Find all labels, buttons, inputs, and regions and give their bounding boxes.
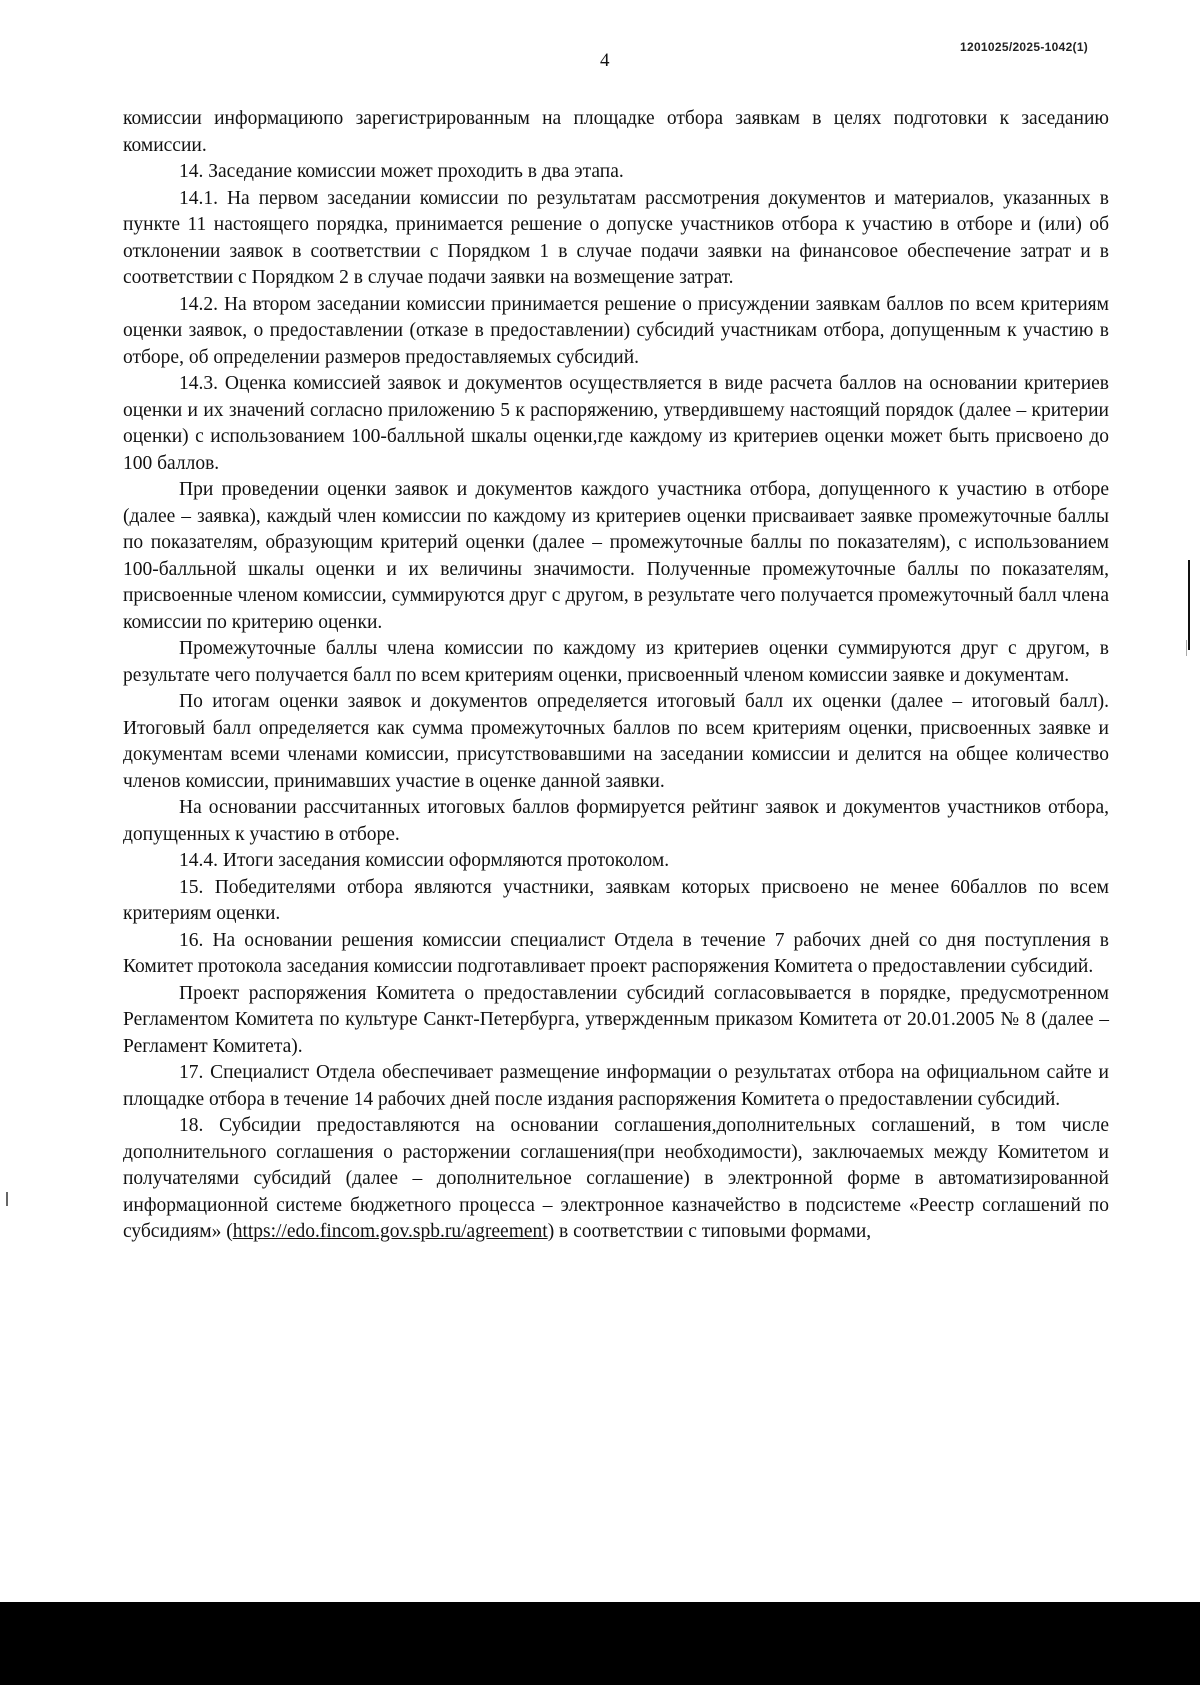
paragraph-14-3: 14.3. Оценка комиссией заявок и документов осуществляется в виде расчета баллов на основании критериев оценки и их значений согласно приложению 5 к распоряжению, утвердившему настоящий порядок (далее – критерии оценки) с использованием 100-балльной шкалы оценки,где каждому из критериев оценки может быть присвоено до 100 баллов. xyxy=(123,373,1109,474)
paragraph-16: 16. На основании решения комиссии специалист Отдела в течение 7 рабочих дней со дня поступления в Комитет протокола заседания комиссии подготавливает проект распоряжения Комитета о предоставлении субсидий. xyxy=(123,929,1109,977)
paragraph-final-score: По итогам оценки заявок и документов определяется итоговый балл их оценки (далее – итоговый балл). Итоговый балл определяется как сумма промежуточных баллов по всем критериям оценки, присвоенных заявке и документам всеми членами комиссии, присутствовавшими на заседании комиссии и делится на общее количество членов комиссии, принимавших участие в оценке данной заявки. xyxy=(123,691,1109,792)
scan-edge-mark xyxy=(1188,560,1190,650)
paragraph-14-1: 14.1. На первом заседании комиссии по результатам рассмотрения документов и материалов, указанных в пункте 11 настоящего порядка, принимается решение о допуске участников отбора к участию в отборе и (или) об отклонении заявок в соответствии с Порядком 1 в случае подачи заявки на финансовое обеспечение затрат и в соответствии с Порядком 2 в случае подачи заявки на возмещение затрат. xyxy=(123,187,1109,288)
paragraph-14-4: 14.4. Итоги заседания комиссии оформляются протоколом. xyxy=(179,850,670,871)
paragraph-14-2: 14.2. На втором заседании комиссии принимается решение о присуждении заявкам баллов по всем критериям оценки заявок, о предоставлении (отказе в предоставлении) субсидий участникам отбора, допущенным к участию в отборе, об определении размеров предоставляемых субсидий. xyxy=(123,293,1109,368)
paragraph-18-text-end: ) в соответствии с типовыми формами, xyxy=(547,1221,872,1242)
paragraph-16-approval: Проект распоряжения Комитета о предоставлении субсидий согласовывается в порядке, предусмотренном Регламентом Комитета по культуре Санкт-Петербурга, утвержденным приказом Комитета от 20.01.2005 № 8 (далее – Регламент Комитета). xyxy=(123,982,1109,1057)
paragraph-17: 17. Специалист Отдела обеспечивает размещение информации о результатах отбора на официальном сайте и площадке отбора в течение 14 рабочих дней после издания распоряжения Комитета о предоставлении субсидий. xyxy=(123,1062,1109,1110)
page-number: 4 xyxy=(600,50,610,71)
paragraph-15: 15. Победителями отбора являются участники, заявкам которых присвоено не менее 60баллов по всем критериям оценки. xyxy=(123,876,1109,924)
paragraph-rating: На основании рассчитанных итоговых баллов формируется рейтинг заявок и документов участников отбора, допущенных к участию в отборе. xyxy=(123,797,1109,845)
paragraph-18-text: 18. Субсидии предоставляются на основании соглашения,дополнительных соглашений, в том числе дополнительного соглашения о расторжении соглашения(при необходимости), заключаемых между Комитетом и получателями субсидий (далее – дополнительное соглашение) в электронной форме в автоматизированной информационной системе бюджетного процесса – электронное казначейство в подсистеме «Реестр соглашений по субсидиям» ( xyxy=(123,1115,1109,1242)
document-registration-number: 1201025/2025-1042(1) xyxy=(960,40,1089,54)
paragraph-evaluation-procedure: При проведении оценки заявок и документов каждого участника отбора, допущенного к участию в отборе (далее – заявка), каждый член комиссии по каждому из критериев оценки присваивает заявке промежуточные баллы по показателям, образующим критерий оценки (далее – промежуточные баллы по показателям), с использованием 100-балльной шкалы оценки и их величины значимости. Полученные промежуточные баллы по показателям, присвоенные членом комиссии, суммируются друг с другом, в результате чего получается промежуточный балл члена комиссии по критерию оценки. xyxy=(123,479,1109,633)
paragraph-intermediate-scores: Промежуточные баллы члена комиссии по каждому из критериев оценки суммируются друг с другом, в результате чего получается балл по всем критериям оценки, присвоенный членом комиссии заявке и документам. xyxy=(123,638,1109,686)
document-body xyxy=(123,106,1109,1246)
scan-left-mark xyxy=(6,1192,8,1206)
paragraph-continuation: комиссии информациюпо зарегистрированным на площадке отбора заявкам в целях подготовки к заседанию комиссии. xyxy=(123,108,1109,156)
paragraph-14: 14. Заседание комиссии может проходить в два этапа. xyxy=(179,161,624,182)
scan-bottom-bar xyxy=(0,1602,1200,1685)
agreement-registry-link[interactable]: https://edo.fincom.gov.spb.ru/agreement xyxy=(232,1221,548,1242)
scan-tick-mark xyxy=(1186,640,1187,656)
paragraph-18 xyxy=(123,1113,1109,1246)
